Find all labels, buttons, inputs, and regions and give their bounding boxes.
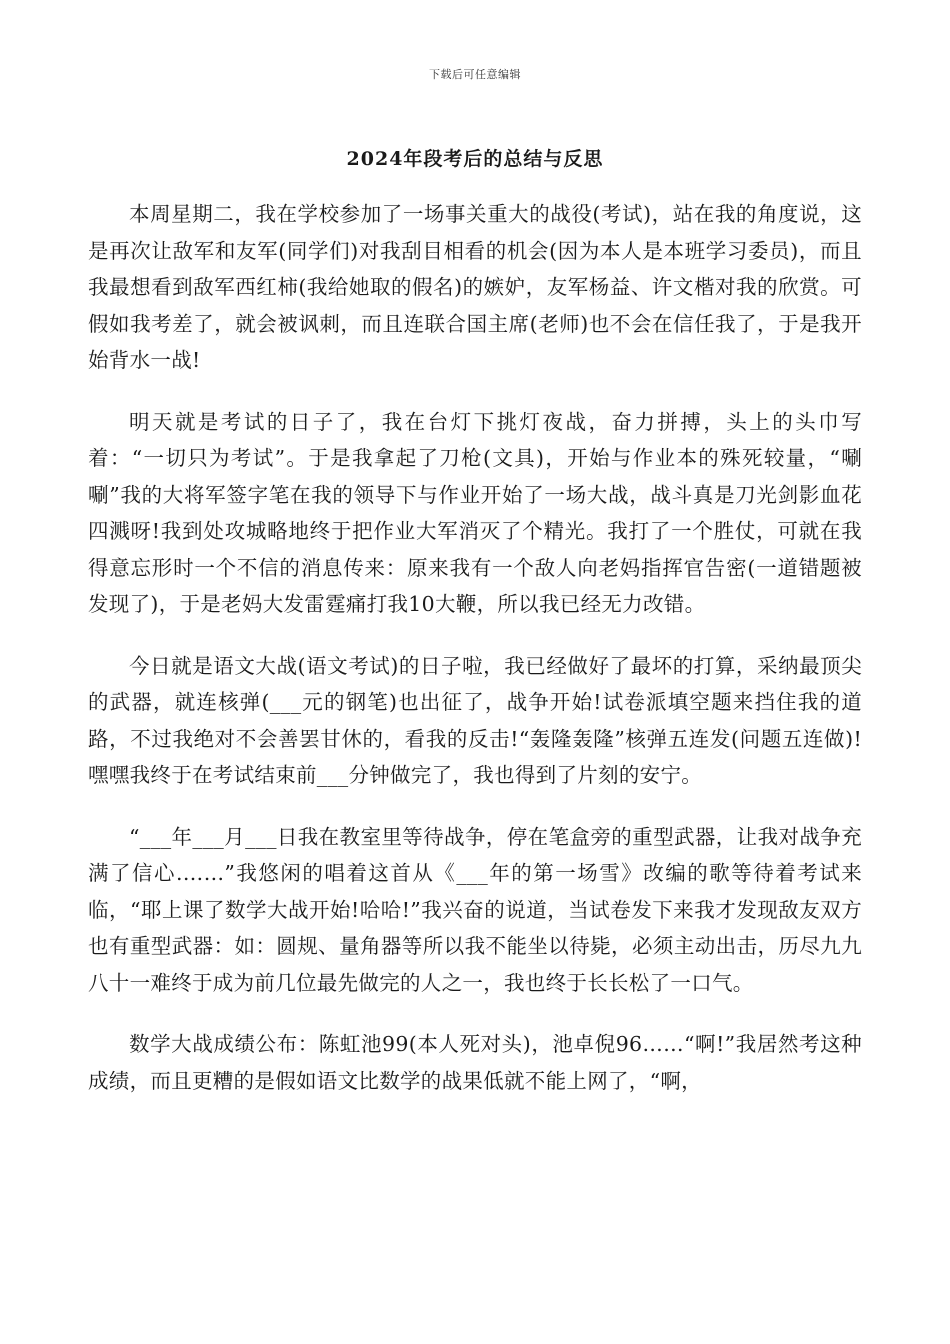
header-note: 下载后可任意编辑	[429, 68, 521, 81]
document-body	[88, 196, 862, 1124]
document-title: 2024年段考后的总结与反思	[346, 148, 604, 170]
paragraph: 数学大战成绩公布：陈虹池99(本人死对头)，池卓倪96……“啊!”我居然考这种成绩，而且更糟的是假如语文比数学的战果低就不能上网了，“啊，	[88, 1032, 862, 1093]
paragraph: 本周星期二，我在学校参加了一场事关重大的战役(考试)，站在我的角度说，这是再次让敌军和友军(同学们)对我刮目相看的机会(因为本人是本班学习委员)，而且我最想看到敌军西红柿(我给她取的假名)的嫉妒，友军杨益、许文楷对我的欣赏。可假如我考差了，就会被讽刺，而且连联合国主席(老师)也不会在信任我了，于是我开始背水一战!	[88, 202, 862, 372]
paragraph: 今日就是语文大战(语文考试)的日子啦，我已经做好了最坏的打算，采纳最顶尖的武器，就连核弹(___元的钢笔)也出征了，战争开始!试卷派填空题来挡住我的道路，不过我绝对不会善罢甘休的，看我的反击!“轰隆轰隆”核弹五连发(问题五连做)!嘿嘿我终于在考试结束前___分钟做完了，我也得到了片刻的安宁。	[88, 653, 862, 787]
paragraph: 明天就是考试的日子了，我在台灯下挑灯夜战，奋力拼搏，头上的头巾写着：“一切只为考试”。于是我拿起了刀枪(文具)，开始与作业本的殊死较量，“唰唰”我的大将军签字笔在我的领导下与作业开始了一场大战，战斗真是刀光剑影血花四溅呀!我到处攻城略地终于把作业大军消灭了个精光。我打了一个胜仗，可就在我得意忘形时一个不信的消息传来：原来我有一个敌人向老妈指挥官告密(一道错题被发现了)，于是老妈大发雷霆痛打我10大鞭，所以我已经无力改错。	[88, 409, 862, 616]
paragraph: “___年___月___日我在教室里等待战争，停在笔盒旁的重型武器，让我对战争充满了信心.……”我悠闲的唱着这首从《___年的第一场雪》改编的歌等待着考试来临，“耶上课了数学大战开始!哈哈!”我兴奋的说道，当试卷发下来我才发现敌友双方也有重型武器：如：圆规、量角器等所以我不能坐以待毙，必须主动出击，历尽九九八十一难终于成为前几位最先做完的人之一，我也终于长长松了一口气。	[88, 824, 862, 995]
